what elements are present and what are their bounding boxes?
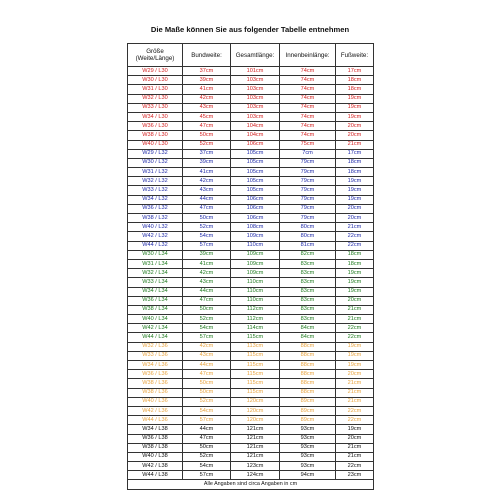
cell-total-length: 110cm: [231, 241, 280, 250]
cell-total-length: 108cm: [231, 223, 280, 232]
cell-inseam: 74cm: [280, 112, 336, 121]
cell-inseam: 83cm: [280, 287, 336, 296]
cell-foot-width: 19cm: [336, 103, 374, 112]
table-row: [128, 94, 374, 103]
table-body: [128, 67, 374, 480]
cell-foot-width: 20cm: [336, 214, 374, 223]
cell-foot-width: 22cm: [336, 333, 374, 342]
cell-foot-width: 18cm: [336, 158, 374, 167]
table-row: [128, 305, 374, 314]
cell-total-length: 106cm: [231, 140, 280, 149]
cell-foot-width: 19cm: [336, 278, 374, 287]
cell-inseam: 82cm: [280, 250, 336, 259]
table-row: [128, 342, 374, 351]
cell-inseam: 93cm: [280, 443, 336, 452]
cell-foot-width: 21cm: [336, 388, 374, 397]
cell-foot-width: 21cm: [336, 452, 374, 461]
cell-foot-width: 21cm: [336, 379, 374, 388]
header-waist: Bundweite:: [183, 44, 231, 67]
footnote: Alle Angaben sind circa Angaben in cm: [128, 480, 374, 490]
table-row: [128, 471, 374, 480]
cell-waist: 52cm: [183, 223, 231, 232]
cell-total-length: 110cm: [231, 278, 280, 287]
cell-total-length: 103cm: [231, 85, 280, 94]
cell-total-length: 120cm: [231, 416, 280, 425]
cell-total-length: 121cm: [231, 434, 280, 443]
cell-waist: 54cm: [183, 324, 231, 333]
cell-waist: 57cm: [183, 333, 231, 342]
cell-waist: 50cm: [183, 379, 231, 388]
cell-size: W40 / L34: [128, 315, 183, 324]
cell-inseam: 93cm: [280, 434, 336, 443]
cell-size: W30 / L34: [128, 250, 183, 259]
cell-waist: 39cm: [183, 158, 231, 167]
cell-foot-width: 20cm: [336, 122, 374, 131]
cell-waist: 50cm: [183, 388, 231, 397]
cell-foot-width: 19cm: [336, 177, 374, 186]
table-footer: [128, 480, 374, 490]
cell-inseam: 93cm: [280, 452, 336, 461]
cell-inseam: 88cm: [280, 361, 336, 370]
table-row: [128, 315, 374, 324]
cell-inseam: 88cm: [280, 379, 336, 388]
cell-total-length: 115cm: [231, 361, 280, 370]
cell-waist: 43cm: [183, 186, 231, 195]
cell-size: W34 / L36: [128, 361, 183, 370]
cell-foot-width: 22cm: [336, 462, 374, 471]
cell-size: W30 / L30: [128, 76, 183, 85]
table-row: [128, 406, 374, 415]
cell-size: W44 / L34: [128, 333, 183, 342]
table-row: [128, 333, 374, 342]
table-row: [128, 177, 374, 186]
cell-waist: 52cm: [183, 315, 231, 324]
table-row: [128, 76, 374, 85]
cell-size: W40 / L32: [128, 223, 183, 232]
header-foot-width: Fußweite:: [336, 44, 374, 67]
cell-total-length: 110cm: [231, 296, 280, 305]
cell-waist: 47cm: [183, 370, 231, 379]
cell-size: W31 / L30: [128, 85, 183, 94]
cell-size: W34 / L38: [128, 425, 183, 434]
cell-foot-width: 18cm: [336, 250, 374, 259]
cell-inseam: 93cm: [280, 462, 336, 471]
cell-total-length: 109cm: [231, 269, 280, 278]
table-row: [128, 361, 374, 370]
cell-foot-width: 19cm: [336, 195, 374, 204]
cell-waist: 57cm: [183, 241, 231, 250]
cell-size: W38 / L30: [128, 131, 183, 140]
table-row: [128, 296, 374, 305]
cell-waist: 37cm: [183, 67, 231, 76]
cell-total-length: 103cm: [231, 112, 280, 121]
cell-size: W36 / L38: [128, 434, 183, 443]
cell-foot-width: 21cm: [336, 305, 374, 314]
cell-foot-width: 18cm: [336, 259, 374, 268]
cell-waist: 52cm: [183, 452, 231, 461]
table-row: [128, 370, 374, 379]
cell-waist: 42cm: [183, 94, 231, 103]
cell-size: W42 / L34: [128, 324, 183, 333]
cell-foot-width: 20cm: [336, 296, 374, 305]
cell-total-length: 105cm: [231, 186, 280, 195]
cell-total-length: 121cm: [231, 452, 280, 461]
cell-total-length: 103cm: [231, 76, 280, 85]
cell-size: W33 / L30: [128, 103, 183, 112]
table-row: [128, 250, 374, 259]
cell-foot-width: 18cm: [336, 168, 374, 177]
cell-foot-width: 22cm: [336, 232, 374, 241]
cell-size: W29 / L30: [128, 67, 183, 76]
cell-foot-width: 19cm: [336, 351, 374, 360]
table-row: [128, 269, 374, 278]
cell-size: W40 / L36: [128, 397, 183, 406]
cell-size: W31 / L32: [128, 168, 183, 177]
cell-inseam: 79cm: [280, 158, 336, 167]
table-row: [128, 443, 374, 452]
cell-foot-width: 20cm: [336, 131, 374, 140]
table-row: [128, 85, 374, 94]
header-size-line2: (Weite/Länge): [135, 55, 175, 62]
cell-total-length: 106cm: [231, 204, 280, 213]
cell-foot-width: 21cm: [336, 443, 374, 452]
cell-inseam: 74cm: [280, 76, 336, 85]
cell-waist: 54cm: [183, 406, 231, 415]
table-row: [128, 214, 374, 223]
cell-total-length: 105cm: [231, 168, 280, 177]
cell-size: W38 / L36: [128, 388, 183, 397]
cell-foot-width: 19cm: [336, 361, 374, 370]
cell-total-length: 106cm: [231, 195, 280, 204]
cell-waist: 41cm: [183, 85, 231, 94]
cell-inseam: 94cm: [280, 471, 336, 480]
cell-foot-width: 22cm: [336, 324, 374, 333]
cell-size: W34 / L32: [128, 195, 183, 204]
table-row: [128, 204, 374, 213]
table-row: [128, 278, 374, 287]
cell-inseam: 89cm: [280, 397, 336, 406]
cell-total-length: 109cm: [231, 232, 280, 241]
cell-foot-width: 18cm: [336, 85, 374, 94]
table-row: [128, 232, 374, 241]
table-row: [128, 195, 374, 204]
cell-inseam: 83cm: [280, 278, 336, 287]
cell-waist: 42cm: [183, 342, 231, 351]
cell-size: W44 / L36: [128, 416, 183, 425]
table-row: [128, 241, 374, 250]
cell-waist: 41cm: [183, 259, 231, 268]
cell-size: W44 / L32: [128, 241, 183, 250]
cell-inseam: 79cm: [280, 186, 336, 195]
cell-total-length: 121cm: [231, 443, 280, 452]
cell-waist: 42cm: [183, 269, 231, 278]
cell-inseam: 74cm: [280, 122, 336, 131]
header-row: [128, 44, 374, 67]
cell-size: W34 / L34: [128, 287, 183, 296]
cell-size: W29 / L32: [128, 149, 183, 158]
cell-inseam: 84cm: [280, 333, 336, 342]
cell-size: W36 / L30: [128, 122, 183, 131]
cell-foot-width: 17cm: [336, 67, 374, 76]
cell-size: W42 / L36: [128, 406, 183, 415]
cell-size: W38 / L38: [128, 443, 183, 452]
cell-waist: 42cm: [183, 177, 231, 186]
cell-waist: 47cm: [183, 204, 231, 213]
cell-size: W36 / L32: [128, 204, 183, 213]
cell-waist: 43cm: [183, 351, 231, 360]
cell-total-length: 115cm: [231, 333, 280, 342]
cell-total-length: 113cm: [231, 342, 280, 351]
cell-inseam: 89cm: [280, 416, 336, 425]
cell-waist: 43cm: [183, 278, 231, 287]
cell-total-length: 120cm: [231, 406, 280, 415]
cell-total-length: 103cm: [231, 103, 280, 112]
table-row: [128, 416, 374, 425]
cell-total-length: 105cm: [231, 158, 280, 167]
cell-inseam: 83cm: [280, 296, 336, 305]
table-row: [128, 158, 374, 167]
cell-size: W30 / L32: [128, 158, 183, 167]
cell-waist: 57cm: [183, 416, 231, 425]
cell-waist: 44cm: [183, 361, 231, 370]
table-row: [128, 434, 374, 443]
cell-waist: 54cm: [183, 462, 231, 471]
cell-inseam: 80cm: [280, 223, 336, 232]
cell-total-length: 115cm: [231, 388, 280, 397]
table-row: [128, 223, 374, 232]
cell-foot-width: 20cm: [336, 370, 374, 379]
cell-foot-width: 19cm: [336, 287, 374, 296]
header-inseam: Innenbeinlänge:: [280, 44, 336, 67]
cell-foot-width: 19cm: [336, 94, 374, 103]
cell-inseam: 80cm: [280, 232, 336, 241]
cell-inseam: 79cm: [280, 214, 336, 223]
footnote-row: [128, 480, 374, 490]
cell-foot-width: 21cm: [336, 315, 374, 324]
table-row: [128, 379, 374, 388]
cell-waist: 39cm: [183, 250, 231, 259]
table-row: [128, 131, 374, 140]
cell-inseam: 83cm: [280, 315, 336, 324]
cell-inseam: 93cm: [280, 425, 336, 434]
table-row: [128, 122, 374, 131]
cell-inseam: 79cm: [280, 177, 336, 186]
cell-waist: 52cm: [183, 397, 231, 406]
cell-inseam: 74cm: [280, 94, 336, 103]
cell-foot-width: 22cm: [336, 416, 374, 425]
cell-waist: 44cm: [183, 195, 231, 204]
cell-waist: 37cm: [183, 149, 231, 158]
cell-total-length: 115cm: [231, 351, 280, 360]
cell-size: W36 / L34: [128, 296, 183, 305]
cell-total-length: 106cm: [231, 214, 280, 223]
cell-size: W33 / L34: [128, 278, 183, 287]
cell-total-length: 124cm: [231, 471, 280, 480]
cell-waist: 54cm: [183, 232, 231, 241]
cell-waist: 47cm: [183, 122, 231, 131]
cell-waist: 50cm: [183, 214, 231, 223]
table-row: [128, 462, 374, 471]
cell-total-length: 112cm: [231, 315, 280, 324]
cell-total-length: 121cm: [231, 425, 280, 434]
cell-inseam: 88cm: [280, 351, 336, 360]
cell-inseam: 83cm: [280, 269, 336, 278]
cell-waist: 52cm: [183, 140, 231, 149]
header-size: [128, 44, 183, 67]
cell-inseam: 81cm: [280, 241, 336, 250]
table-row: [128, 351, 374, 360]
cell-foot-width: 21cm: [336, 140, 374, 149]
cell-inseam: 84cm: [280, 324, 336, 333]
cell-inseam: 83cm: [280, 305, 336, 314]
cell-inseam: 88cm: [280, 342, 336, 351]
cell-inseam: 74cm: [280, 85, 336, 94]
cell-size: W32 / L34: [128, 269, 183, 278]
table-row: [128, 397, 374, 406]
cell-size: W42 / L38: [128, 462, 183, 471]
cell-total-length: 115cm: [231, 379, 280, 388]
cell-size: W33 / L32: [128, 186, 183, 195]
cell-waist: 45cm: [183, 112, 231, 121]
table-row: [128, 425, 374, 434]
cell-foot-width: 21cm: [336, 223, 374, 232]
cell-inseam: 79cm: [280, 168, 336, 177]
cell-total-length: 112cm: [231, 305, 280, 314]
cell-size: W38 / L34: [128, 305, 183, 314]
cell-total-length: 104cm: [231, 131, 280, 140]
table-row: [128, 452, 374, 461]
cell-total-length: 105cm: [231, 177, 280, 186]
cell-foot-width: 21cm: [336, 397, 374, 406]
size-table: [127, 43, 374, 490]
cell-total-length: 114cm: [231, 324, 280, 333]
cell-inseam: 88cm: [280, 370, 336, 379]
table-row: [128, 112, 374, 121]
cell-size: W32 / L36: [128, 342, 183, 351]
cell-total-length: 115cm: [231, 370, 280, 379]
table-row: [128, 324, 374, 333]
cell-waist: 47cm: [183, 296, 231, 305]
cell-waist: 39cm: [183, 76, 231, 85]
cell-size: W33 / L36: [128, 351, 183, 360]
cell-waist: 50cm: [183, 443, 231, 452]
cell-inseam: 74cm: [280, 67, 336, 76]
table-row: [128, 149, 374, 158]
cell-waist: 44cm: [183, 425, 231, 434]
header-size-line1: Größe: [146, 48, 164, 55]
table-row: [128, 140, 374, 149]
cell-inseam: 79cm: [280, 195, 336, 204]
cell-inseam: 88cm: [280, 388, 336, 397]
cell-total-length: 104cm: [231, 122, 280, 131]
cell-foot-width: 22cm: [336, 241, 374, 250]
cell-foot-width: 18cm: [336, 76, 374, 85]
table-header: [128, 44, 374, 67]
cell-foot-width: 19cm: [336, 112, 374, 121]
cell-foot-width: 17cm: [336, 149, 374, 158]
cell-total-length: 109cm: [231, 259, 280, 268]
cell-total-length: 123cm: [231, 462, 280, 471]
cell-foot-width: 20cm: [336, 434, 374, 443]
cell-inseam: 74cm: [280, 103, 336, 112]
table-row: [128, 103, 374, 112]
cell-total-length: 101cm: [231, 67, 280, 76]
cell-total-length: 105cm: [231, 149, 280, 158]
cell-foot-width: 19cm: [336, 269, 374, 278]
table-row: [128, 186, 374, 195]
cell-total-length: 120cm: [231, 397, 280, 406]
cell-waist: 47cm: [183, 434, 231, 443]
cell-waist: 50cm: [183, 131, 231, 140]
cell-size: W36 / L36: [128, 370, 183, 379]
cell-waist: 43cm: [183, 103, 231, 112]
cell-total-length: 103cm: [231, 94, 280, 103]
cell-inseam: 75cm: [280, 140, 336, 149]
cell-size: W32 / L32: [128, 177, 183, 186]
table-row: [128, 168, 374, 177]
cell-inseam: 79cm: [280, 204, 336, 213]
table-row: [128, 287, 374, 296]
cell-size: W32 / L30: [128, 94, 183, 103]
table-row: [128, 388, 374, 397]
cell-foot-width: 22cm: [336, 406, 374, 415]
cell-waist: 44cm: [183, 287, 231, 296]
cell-size: W42 / L32: [128, 232, 183, 241]
cell-inseam: 83cm: [280, 259, 336, 268]
table-row: [128, 259, 374, 268]
cell-size: W40 / L30: [128, 140, 183, 149]
cell-size: W44 / L38: [128, 471, 183, 480]
cell-size: W38 / L36: [128, 379, 183, 388]
cell-inseam: 74cm: [280, 131, 336, 140]
cell-waist: 57cm: [183, 471, 231, 480]
cell-foot-width: 23cm: [336, 471, 374, 480]
cell-waist: 41cm: [183, 168, 231, 177]
cell-foot-width: 20cm: [336, 204, 374, 213]
cell-foot-width: 19cm: [336, 425, 374, 434]
cell-size: W40 / L38: [128, 452, 183, 461]
table-row: [128, 67, 374, 76]
cell-size: W34 / L30: [128, 112, 183, 121]
cell-foot-width: 19cm: [336, 186, 374, 195]
cell-waist: 50cm: [183, 305, 231, 314]
page-title: Die Maße können Sie aus folgender Tabelle entnehmen: [150, 25, 350, 34]
cell-foot-width: 19cm: [336, 342, 374, 351]
cell-total-length: 109cm: [231, 250, 280, 259]
cell-size: W38 / L32: [128, 214, 183, 223]
cell-inseam: 7cm: [280, 149, 336, 158]
cell-inseam: 89cm: [280, 406, 336, 415]
cell-size: W31 / L34: [128, 259, 183, 268]
cell-total-length: 110cm: [231, 287, 280, 296]
header-total-length: Gesamtlänge:: [231, 44, 280, 67]
